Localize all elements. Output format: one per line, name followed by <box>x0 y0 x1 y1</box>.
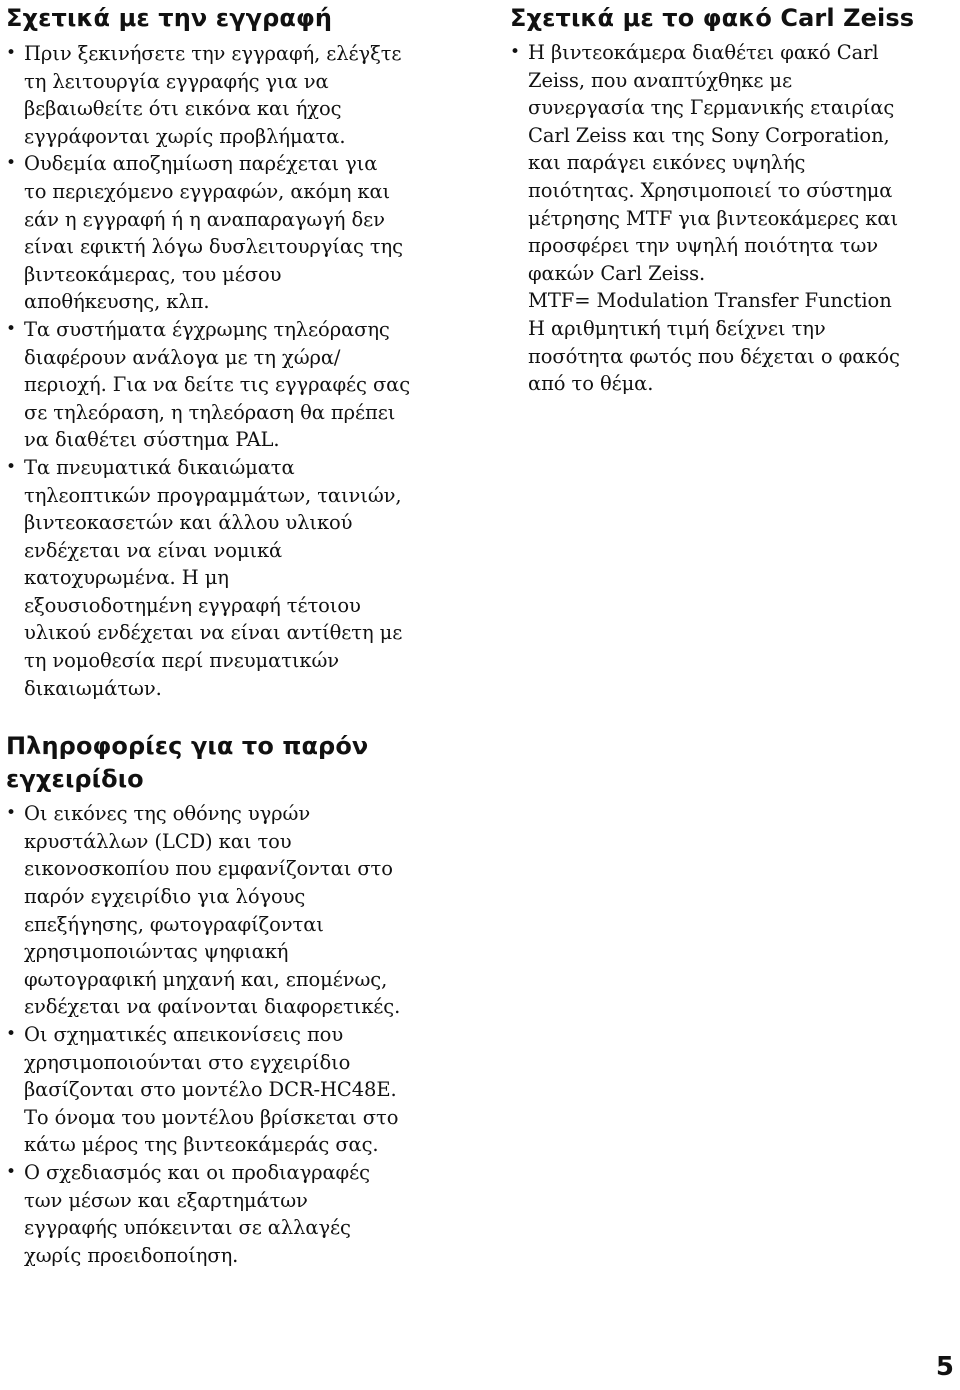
list-item: • Τα συστήματα έγχρωμης τηλεόρασης διαφέρουν ανάλογα με τη χώρα/ περιοχή. Για να δείτε τις εγγραφές σας σε τηλεόραση, η τηλεόραση θα πρέπει να διαθέτει σύστημα PAL. <box>6 317 411 452</box>
recording-list <box>6 40 444 702</box>
bullet-icon: • <box>6 153 16 174</box>
list-item: • Οι εικόνες της οθόνης υγρών κρυστάλλων (LCD) και του εικονοσκοπίου που εμφανίζονται στο παρόν εγχειρίδιο για λόγους επεξήγησης, φωτογραφίζονται χρησιμοποιώντας ψηφιακή φωτογραφική μηχανή και, επομένως, ενδέχεται να φαίνονται διαφορετικές. <box>6 802 401 1019</box>
bullet-icon: • <box>6 803 16 824</box>
lens-list <box>510 39 950 398</box>
bullet-icon: • <box>6 1161 16 1182</box>
section-title-manual: Πληροφορίες για το παρόν εγχειρίδιο <box>6 732 369 794</box>
bullet-icon: • <box>510 42 520 62</box>
bullet-icon: • <box>6 1024 16 1044</box>
list-item: • Τα πνευματικά δικαιώματα τηλεοπτικών προγραμμάτων, ταινιών, βιντεοκασετών και άλλου υλικού ενδέχεται να είναι νομικά κατοχυρωμένα. Η μη εξουσιοδοτημένη εγγραφή τέτοιου υλικού ενδέχεται να είναι αντίθετη με τη νομοθεσία περί πνευματικών δικαιωμάτων. <box>6 455 403 700</box>
list-item: • Η βιντεοκάμερα διαθέτει φακό Carl Zeiss, που αναπτύχθηκε με συνεργασία της Γερμανικής εταιρίας Carl Zeiss και της Sony Corporation, και παράγει εικόνες υψηλής ποιότητας. Χρησιμοποιεί το σύστημα μέτρησης MTF για βιντεοκάμερες και προσφέρει την υψηλή ποιότητα των φακών Carl Zeiss. MTF= Modulation Transfer Function Η αριθμητική τιμή δείχνει την ποσότητα φωτός που δέχεται ο φακός από το θέμα. <box>510 41 900 396</box>
section-title-recording: Σχετικά με την εγγραφή <box>6 4 333 32</box>
bullet-icon: • <box>6 318 16 339</box>
left-column <box>6 0 444 1269</box>
bullet-icon: • <box>6 456 16 477</box>
list-item: • Οι σχηματικές απεικονίσεις που χρησιμοποιούνται στο εγχειρίδιο βασίζονται στο μοντέλο DCR-HC48E. Το όνομα του μοντέλου βρίσκεται στο κάτω μέρος της βιντεοκάμεράς σας. <box>6 1023 399 1157</box>
list-item: • Πριν ξεκινήσετε την εγγραφή, ελέγξτε τη λειτουργία εγγραφής για να βεβαιωθείτε ότι εικόνα και ήχος εγγράφονται χωρίς προβλήματα. <box>6 42 402 148</box>
list-item: • Ουδεμία αποζημίωση παρέχεται για το περιεχόμενο εγγραφών, ακόμη και εάν η εγγραφή ή η αναπαραγωγή δεν είναι εφικτή λόγω δυσλειτουργίας της βιντεοκάμερας, του μέσου αποθήκευσης, κλπ. <box>6 152 403 314</box>
section-title-lens: Σχετικά με το φακό Carl Zeiss <box>510 4 915 32</box>
list-item: • Ο σχεδιασμός και οι προδιαγραφές των μέσων και εξαρτημάτων εγγραφής υπόκεινται σε αλλαγές χωρίς προειδοποίηση. <box>6 1160 370 1267</box>
page-number: 5 <box>935 1352 954 1382</box>
bullet-icon: • <box>6 43 16 63</box>
right-column <box>510 0 950 398</box>
manual-list <box>6 800 444 1269</box>
